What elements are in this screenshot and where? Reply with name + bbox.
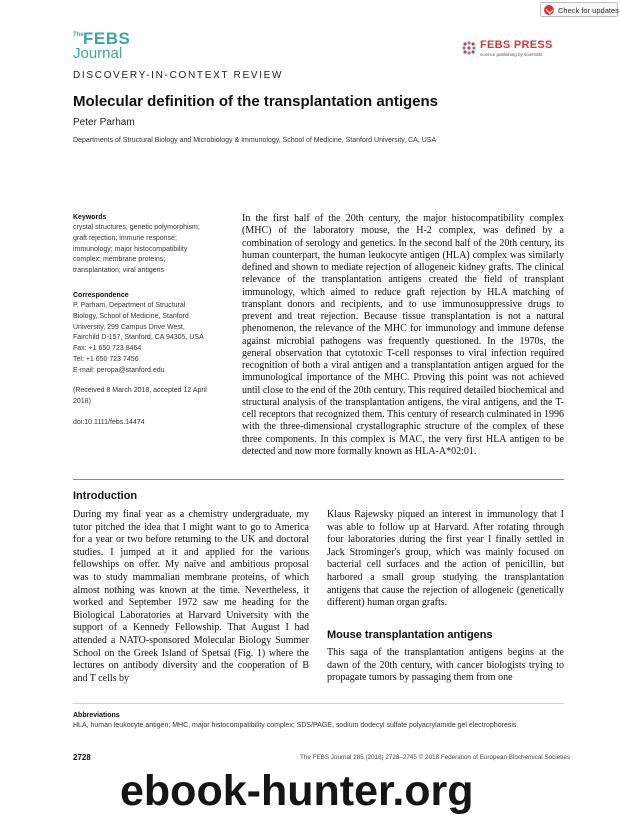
introduction-text-column-1: During my final year as a chemistry undergraduate, my tutor pitched the idea that I might want to go to America for a year or two before returning to the UK and doctoral studies. I jumped at it and applied for the various fellowships on offer. My naïve and ambitious proposal was to study mammalian membrane proteins, of which almost nothing was known at the time. Nevertheless, it worked and September 1972 saw me heading for the Biological Laboratories at Harvard University with the support of a Kennedy Fellowship. That August I had attended a NATO-sponsored Molecular Biology Summer School on the Greek Island of Spetsai (Fig. 1) where the lectures on antibody diversity and the cooperation of B and T cells by [73,509,309,684]
correspondence-email[interactable]: E-mail: peropa@stanford.edu [73,366,165,374]
febs-journal-logo: The FEBS Journal [73,29,131,62]
introduction-text-column-2: Klaus Rajewsky piqued an interest in immunology that I was able to follow up at Harvard. After rotating through four laboratories during the first year I finally settled in Jack Strominger's group, which was mainly focused on bacterial cell surfaces and the action of penicillin, but harbored a small group studying the transplantation antigens that cause the rejection of allogeneic (genetically different) human organ grafts. [327,509,564,609]
footer-citation: The FEBS Journal 285 (2018) 2728–2745 © 2018 Federation of European Biochemical Societies [300,754,570,761]
author-affiliation: Departments of Structural Biology and Microbiology & Immunology, School of Medicine, Stanford University, CA, USA [73,137,437,144]
article-title: Molecular definition of the transplantation antigens [73,93,439,110]
keywords-list: crystal structures; genetic polymorphism; graft rejection; immune response; immunology; major histocompatibility complex; membrane proteins; transplantation; viral antigens [73,224,200,275]
check-for-updates-button[interactable] [540,2,618,17]
abstract-text: In the first half of the 20th century, the major histocompatibility complex (MHC) of the laboratory mouse, the H-2 complex, was defined by a combination of serology and genetics. In the second half of the 20th century, its human counterpart, the human leukocyte antigen (HLA) complex was similarly defined and shown to mediate rejection of allogeneic kidney grafts. The clinical relevance of the transplantation antigens created the field of transplant immunology, which aimed to reduce graft rejection by HLA matching of transplant donors and recipients, and to use immunosuppressive drugs to prevent and treat rejection. Because tissue transplantation is not a natural phenomenon, the relevance of the MHC for immunology and immune defense against microbial pathogens was frequently questioned. In the 1970s, the general observation that cytotoxic T-cell responses to viral infection required recognition of both a viral antigen and a transplantation antigen argued for the immunological importance of the MHC. Proving this point was not achieved until close to the end of the 20th century. This required detailed biochemical and structural analysis of the transplantation antigens, the viral antigens, and the T-cell receptors that recognized them. This century of research culminated in 1996 with the three-dimensional crystallographic structure of the complex of these three components. In this complex is MAC, the very first HLA antigen to be detected and now more formally known as HLA-A*02:01. [242,213,564,457]
article-type: DISCOVERY-IN-CONTEXT REVIEW [73,70,284,81]
correspondence-heading: Correspondence [73,292,129,299]
page-number: 2728 [73,753,91,762]
febs-press-dots-icon [461,40,477,56]
watermark: ebook-hunter.org [120,767,474,815]
introduction-heading: Introduction [73,490,138,502]
keywords-heading: Keywords [73,214,107,221]
check-updates-icon [544,5,554,15]
abbreviations-text: HLA, human leukocyte antigen; MHC, major histocompatibility complex; SDS/PAGE, sodium dodecyl sulfate polyacrylamide gel electrophoresis. [73,722,519,729]
received-dates: (Received 8 March 2018, accepted 12 April 2018) [73,387,207,405]
check-for-updates-label: Check for updates [558,6,619,15]
abbreviations-heading: Abbreviations [73,712,120,719]
correspondence-block: P. Parham, Department of Structural Biology, School of Medicine, Stanford University, 299 Campus Drive West, Fairchild D-157, Stanford, CA 94305, USA Fax: +1 650 723 8464 Tel: +1 650 723 7456 E-mail: peropa@stanford.edu [73,301,238,377]
section-divider [73,479,564,480]
author-name: Peter Parham [73,117,135,128]
mouse-antigens-text: This saga of the transplantation antigens begins at the dawn of the 20th century, with cancer biologists trying to propagate tumors by passaging them from one [327,647,564,684]
doi-link[interactable]: doi:10.1111/febs.14474 [73,419,145,426]
febs-press-logo: FEBS PRESS science publishing by scientists [461,38,557,60]
mouse-antigens-heading: Mouse transplantation antigens [327,629,493,641]
abbreviations-divider [73,703,564,704]
